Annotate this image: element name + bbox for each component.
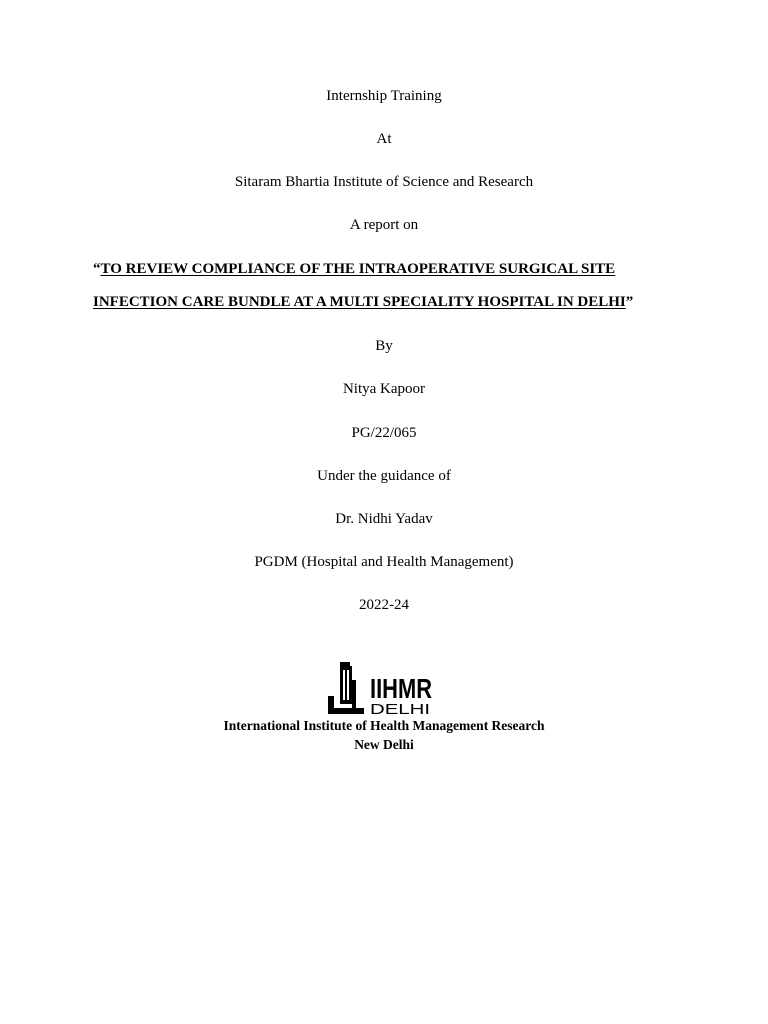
report-on-label: A report on (349, 217, 419, 233)
report-title-line-2 (93, 293, 693, 311)
logo-mark-subtext: DELHI (370, 701, 430, 718)
title-text-line-1: TO REVIEW COMPLIANCE OF THE INTRAOPERATIVE SURGICAL SITE (100, 261, 616, 277)
batch-years: 2022-24 (359, 597, 409, 613)
institute-city: New Delhi (354, 737, 414, 752)
guide-name: Dr. Nidhi Yadav (335, 511, 433, 527)
institute-name: International Institute of Health Management Research (223, 718, 545, 733)
title-open-quote: “ (93, 261, 101, 277)
title-close-quote: ” (625, 294, 634, 310)
report-title-line-1 (93, 260, 693, 278)
by-label: By (375, 338, 393, 354)
program-name: PGDM (Hospital and Health Management) (254, 554, 514, 570)
logo-mark-text: IIHMR (370, 673, 432, 704)
at-label: At (376, 131, 392, 147)
organization-name: Sitaram Bhartia Institute of Science and Research (234, 174, 534, 190)
author-name: Nitya Kapoor (342, 381, 426, 397)
title-text-line-2: INFECTION CARE BUNDLE AT A MULTI SPECIALITY HOSPITAL IN DELHI (93, 294, 626, 310)
internship-heading: Internship Training (326, 88, 442, 104)
guidance-label: Under the guidance of (317, 468, 451, 484)
roll-number: PG/22/065 (351, 425, 417, 441)
iihmr-delhi-logo (326, 660, 436, 716)
